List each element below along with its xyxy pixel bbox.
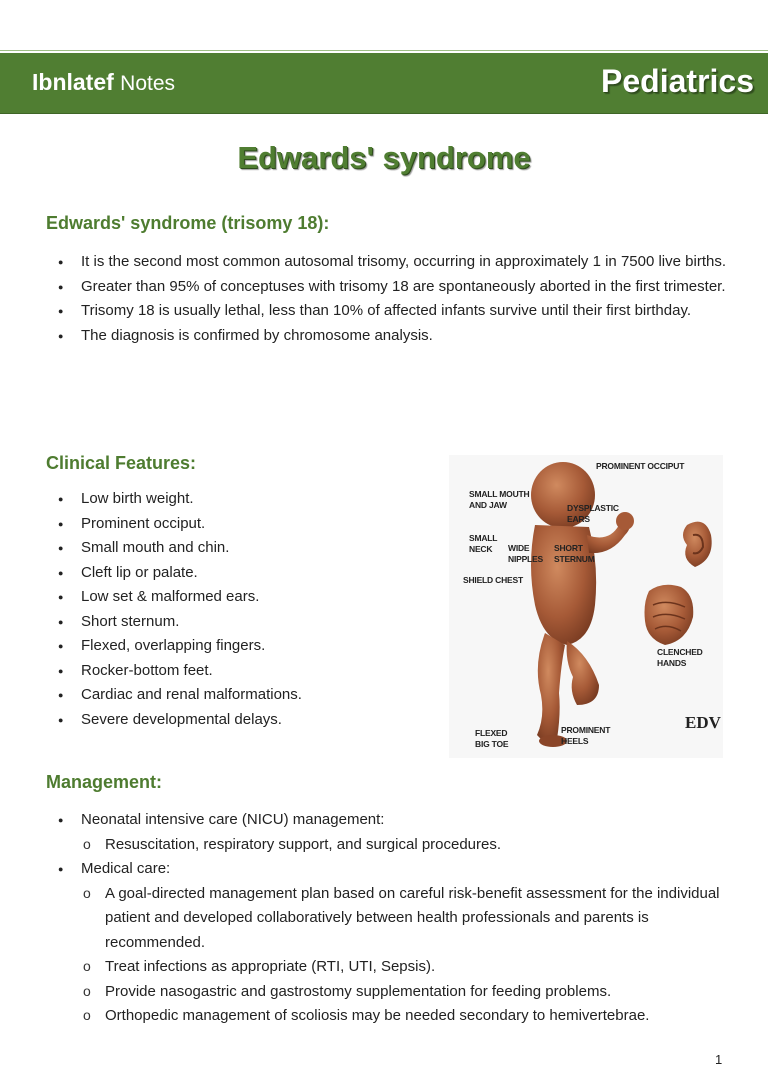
list-item: ● Small mouth and chin. [46,536,436,561]
sub-list-item: o Resuscitation, respiratory support, and surgical procedures. [81,833,736,858]
brand [32,69,175,96]
header-rule [0,50,768,51]
label-chest: SHIELD CHEST [463,575,523,585]
clinical-features-list [46,487,436,732]
brand-notes: Notes [120,72,176,95]
list-item: ● Short sternum. [46,610,436,635]
label-ears: DYSPLASTIC EARS [567,503,619,524]
management-list [46,808,736,1029]
list-item: ● Trisomy 18 is usually lethal, less than 10% of affected infants survive until their first birthday. [46,299,736,324]
list-item: ● Flexed, overlapping fingers. [46,634,436,659]
sub-list-item: o Treat infections as appropriate (RTI, UTI, Sepsis). [81,955,736,980]
page-title: Edwards' syndrome [237,140,531,175]
list-item: ● Cardiac and renal malformations. [46,683,436,708]
list-item-text: Medical care: [81,860,171,877]
section-heading-clinical: Clinical Features: [46,453,197,473]
page-number: 1 [715,1052,723,1067]
label-sternum: SHORT STERNUM [554,543,595,564]
label-heels: PROMINENT HEELS [561,725,611,746]
list-item: ● Cleft lip or palate. [46,561,436,586]
subject-title: Pediatrics [601,63,754,99]
sub-list-item: o A goal-directed management plan based on careful risk-benefit assessment for the individual patient and developed collaboratively between health professionals and parents is recommended. [81,882,736,956]
header-banner [0,53,768,114]
list-item: ● Severe developmental delays. [46,708,436,733]
section-heading-trisomy: Edwards' syndrome (trisomy 18): [46,213,330,233]
sub-list [81,882,736,1029]
sub-list-item: o Provide nasogastric and gastrostomy supplementation for feeding problems. [81,980,736,1005]
label-neck: SMALL NECK [469,533,498,554]
list-item: ● The diagnosis is confirmed by chromosome analysis. [46,324,736,349]
list-item: ● Prominent occiput. [46,512,436,537]
list-item: ● Rocker-bottom feet. [46,659,436,684]
list-item: ● Greater than 95% of conceptuses with trisomy 18 are spontaneously aborted in the first trimester. [46,275,736,300]
list-item [46,808,736,857]
label-toe: FLEXED BIG TOE [475,728,509,749]
brand-name: Ibnlatef [32,69,114,95]
sub-list-item: o Orthopedic management of scoliosis may be needed secondary to hemivertebrae. [81,1004,736,1029]
list-item-text: Neonatal intensive care (NICU) management: [81,811,385,828]
sub-list [81,833,736,858]
trisomy-list [46,250,736,348]
list-item: ● It is the second most common autosomal trisomy, occurring in approximately 1 in 7500 live births. [46,250,736,275]
label-nipples: WIDE NIPPLES [508,543,543,564]
list-item [46,857,736,1029]
list-item: ● Low birth weight. [46,487,436,512]
infant-illustration [449,455,723,758]
section-heading-management: Management: [46,772,163,792]
label-occiput: PROMINENT OCCIPUT [596,461,685,471]
figure-watermark: EDV [685,713,721,732]
label-hands: CLENCHED HANDS [657,647,703,668]
list-item: ● Low set & malformed ears. [46,585,436,610]
label-mouth: SMALL MOUTH AND JAW [469,489,530,510]
